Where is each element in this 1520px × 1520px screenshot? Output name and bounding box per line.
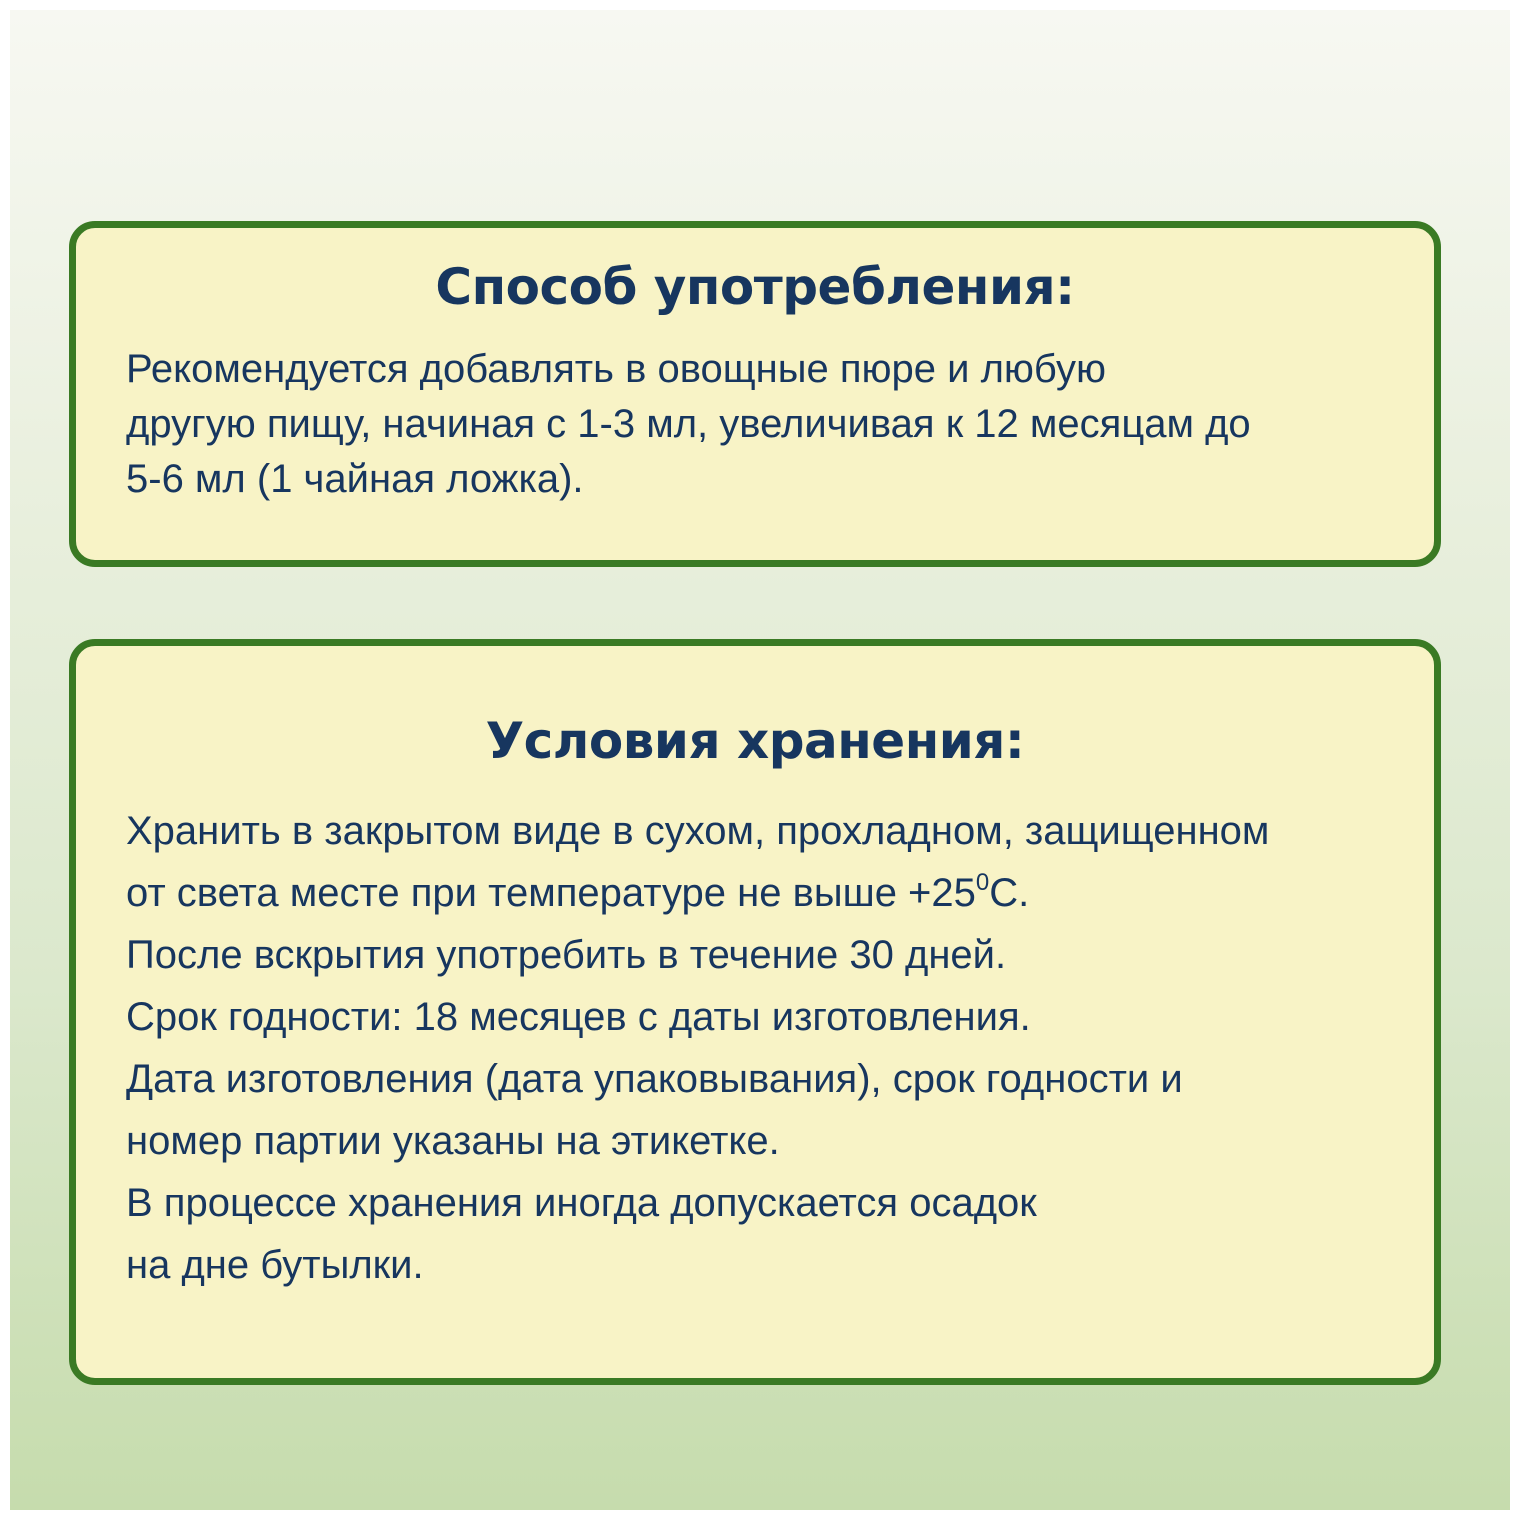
storage-title: Условия хранения: — [485, 712, 1025, 770]
storage-line: Срок годности: 18 месяцев с даты изготовления. — [126, 995, 1031, 1039]
storage-line-temperature — [126, 862, 1414, 924]
usage-line: другую пищу, начиная с 1-3 мл, увеличивая к 12 месяцам до — [126, 402, 1251, 446]
usage-card — [69, 221, 1441, 567]
usage-title: Способ употребления: — [435, 258, 1075, 316]
usage-line: 5-6 мл (1 чайная ложка). — [126, 457, 584, 501]
degree-superscript: 0 — [975, 869, 990, 896]
temperature-unit: С. — [989, 871, 1030, 915]
page-background — [10, 10, 1510, 1510]
storage-card — [69, 639, 1441, 1385]
storage-line: на дне бутылки. — [126, 1243, 424, 1287]
usage-line: Рекомендуется добавлять в овощные пюре и любую — [126, 347, 1106, 391]
usage-text — [76, 342, 1434, 507]
storage-line: Хранить в закрытом виде в сухом, прохладном, защищенном — [126, 809, 1270, 853]
temperature-text: от света месте при температуре не выше +25 — [126, 871, 976, 915]
storage-line: Дата изготовления (дата упаковывания), срок годности и — [126, 1057, 1183, 1101]
storage-text — [76, 800, 1434, 1296]
storage-line: После вскрытия употребить в течение 30 дней. — [126, 933, 1007, 977]
storage-line: В процессе хранения иногда допускается осадок — [126, 1181, 1037, 1225]
storage-line: номер партии указаны на этикетке. — [126, 1119, 780, 1163]
